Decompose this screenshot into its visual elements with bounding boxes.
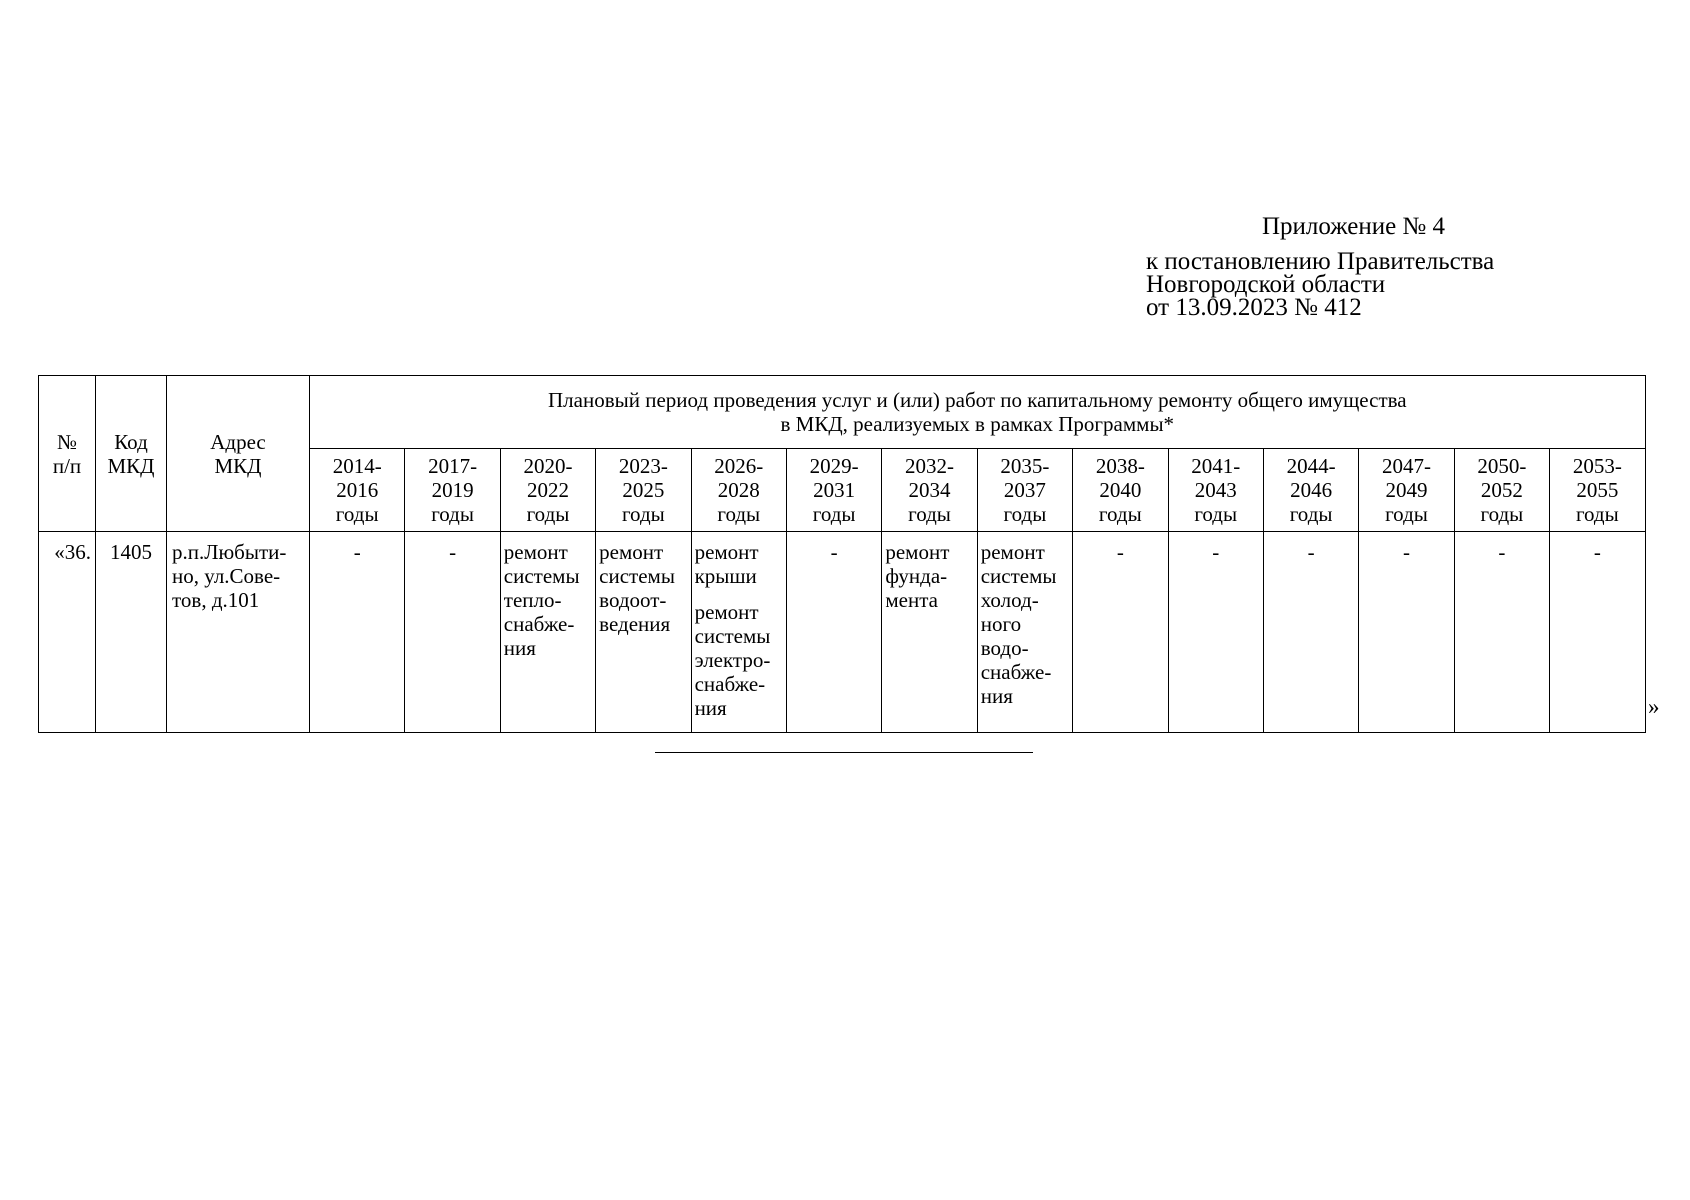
work-item <box>885 540 974 612</box>
period-line: 2025 <box>622 478 665 502</box>
period-line: 2026- <box>714 454 764 478</box>
work-line: снабже- <box>980 660 1052 684</box>
work-line: системы <box>503 564 580 588</box>
table-row <box>39 532 1646 733</box>
period-line: 2050- <box>1477 454 1527 478</box>
period-line: 2052 <box>1480 478 1523 502</box>
work-line: снабже- <box>503 612 575 636</box>
header-period-title <box>310 376 1646 449</box>
work-line: системы <box>980 564 1057 588</box>
period-line: 2037 <box>1003 478 1046 502</box>
period-line: 2040 <box>1099 478 1142 502</box>
period-line: 2020- <box>523 454 573 478</box>
work-item <box>695 600 784 720</box>
cell-code: 1405 <box>96 532 167 733</box>
period-line: 2044- <box>1286 454 1336 478</box>
period-line: 2046 <box>1290 478 1333 502</box>
work-item <box>981 540 1070 708</box>
cell-empty-period: - <box>1454 532 1549 733</box>
appendix-title: Приложение № 4 <box>1262 213 1446 240</box>
header-period <box>1168 449 1263 532</box>
header-text: Плановый период проведения услуг и (или) работ по капитальному ремонту общего имущества <box>548 388 1407 412</box>
period-line: 2023- <box>618 454 668 478</box>
header-period <box>1550 449 1646 532</box>
header-period <box>1359 449 1454 532</box>
period-line: 2019 <box>431 478 474 502</box>
header-text: Код <box>114 429 148 454</box>
header-period <box>1263 449 1358 532</box>
period-line: годы <box>717 502 761 526</box>
period-line: 2035- <box>1000 454 1050 478</box>
period-line: 2022 <box>526 478 569 502</box>
period-line: 2043 <box>1194 478 1237 502</box>
cell-empty-period: - <box>310 532 405 733</box>
period-line: 2031 <box>813 478 856 502</box>
decree-line: к постановлению Правительства <box>1146 248 1495 275</box>
cell-empty-period: - <box>1263 532 1358 733</box>
header-text: МКД <box>214 453 262 478</box>
header-text: п/п <box>52 453 82 478</box>
work-line: ния <box>980 684 1013 708</box>
cell-work <box>977 532 1072 733</box>
address-line: но, ул.Сове- <box>172 564 281 588</box>
period-line: 2053- <box>1572 454 1622 478</box>
period-line: годы <box>812 502 856 526</box>
repair-schedule-table <box>38 375 1646 733</box>
header-period <box>882 449 977 532</box>
work-line: водоот- <box>599 588 667 612</box>
period-line: 2014- <box>332 454 382 478</box>
decree-reference <box>1146 250 1494 319</box>
work-line: крыши <box>694 564 757 588</box>
period-line: годы <box>1003 502 1047 526</box>
period-line: 2032- <box>905 454 955 478</box>
period-line: 2016 <box>336 478 379 502</box>
header-period <box>691 449 786 532</box>
period-line: годы <box>1289 502 1333 526</box>
work-line: холод- <box>980 588 1039 612</box>
work-line: ремонт <box>503 540 568 564</box>
work-line: фунда- <box>885 564 948 588</box>
header-col-address <box>167 376 310 532</box>
header-text: МКД <box>107 453 155 478</box>
work-line: ремонт <box>694 540 759 564</box>
header-text: в МКД, реализуемых в рамках Программы* <box>780 412 1175 436</box>
header-period <box>310 449 405 532</box>
decree-line: Новгородской области <box>1146 271 1386 298</box>
work-line: снабже- <box>694 672 766 696</box>
work-line: ведения <box>599 612 671 636</box>
work-line: ния <box>503 636 536 660</box>
cell-empty-period: - <box>786 532 881 733</box>
cell-empty-period: - <box>405 532 500 733</box>
header-col-code <box>96 376 167 532</box>
cell-empty-period: - <box>1073 532 1168 733</box>
cell-empty-period: - <box>1550 532 1646 733</box>
work-line: системы <box>694 624 771 648</box>
cell-work <box>691 532 786 733</box>
header-period <box>786 449 881 532</box>
cell-empty-period: - <box>1359 532 1454 733</box>
cell-number: «36. <box>39 532 96 733</box>
closing-quote: » <box>1648 694 1660 719</box>
period-line: 2034 <box>908 478 951 502</box>
cell-address <box>167 532 310 733</box>
header-period <box>596 449 691 532</box>
address-line: тов, д.101 <box>172 588 260 612</box>
period-line: годы <box>431 502 474 526</box>
work-line: ния <box>694 696 727 720</box>
period-line: годы <box>1194 502 1238 526</box>
work-line: ремонт <box>980 540 1045 564</box>
period-line: 2017- <box>428 454 478 478</box>
work-line: тепло- <box>503 588 562 612</box>
header-period <box>405 449 500 532</box>
work-line: электро- <box>694 648 771 672</box>
period-line: годы <box>1575 502 1619 526</box>
header-period <box>1454 449 1549 532</box>
work-item <box>695 540 784 588</box>
header-period <box>1073 449 1168 532</box>
period-line: 2047- <box>1381 454 1431 478</box>
period-line: 2038- <box>1095 454 1145 478</box>
work-line: ремонт <box>694 600 759 624</box>
work-line: мента <box>885 588 938 612</box>
period-line: 2049 <box>1385 478 1428 502</box>
header-period <box>500 449 595 532</box>
decree-line: от 13.09.2023 № 412 <box>1146 294 1362 321</box>
period-line: 2055 <box>1576 478 1619 502</box>
work-line: ного <box>980 612 1022 636</box>
separator-line <box>655 752 1033 753</box>
period-line: 2029- <box>809 454 859 478</box>
period-line: годы <box>621 502 665 526</box>
work-line: системы <box>599 564 675 588</box>
cell-work <box>882 532 977 733</box>
period-line: 2028 <box>717 478 760 502</box>
header-row-1 <box>39 376 1646 449</box>
work-item <box>504 540 593 660</box>
period-line: 2041- <box>1191 454 1241 478</box>
period-line: годы <box>908 502 951 526</box>
work-line: водо- <box>980 636 1029 660</box>
header-text: № <box>56 429 78 454</box>
cell-empty-period: - <box>1168 532 1263 733</box>
period-line: годы <box>526 502 570 526</box>
header-text: Адрес <box>210 429 266 454</box>
period-line: годы <box>1098 502 1142 526</box>
header-period <box>977 449 1072 532</box>
period-line: годы <box>1385 502 1428 526</box>
address-line: р.п.Любыти- <box>172 540 287 564</box>
cell-work <box>500 532 595 733</box>
work-line: ремонт <box>885 540 950 564</box>
period-line: годы <box>1480 502 1524 526</box>
cell-work <box>596 532 691 733</box>
work-line: ремонт <box>599 540 664 564</box>
period-line: годы <box>335 502 379 526</box>
work-item <box>599 540 688 636</box>
header-col-number <box>39 376 96 532</box>
